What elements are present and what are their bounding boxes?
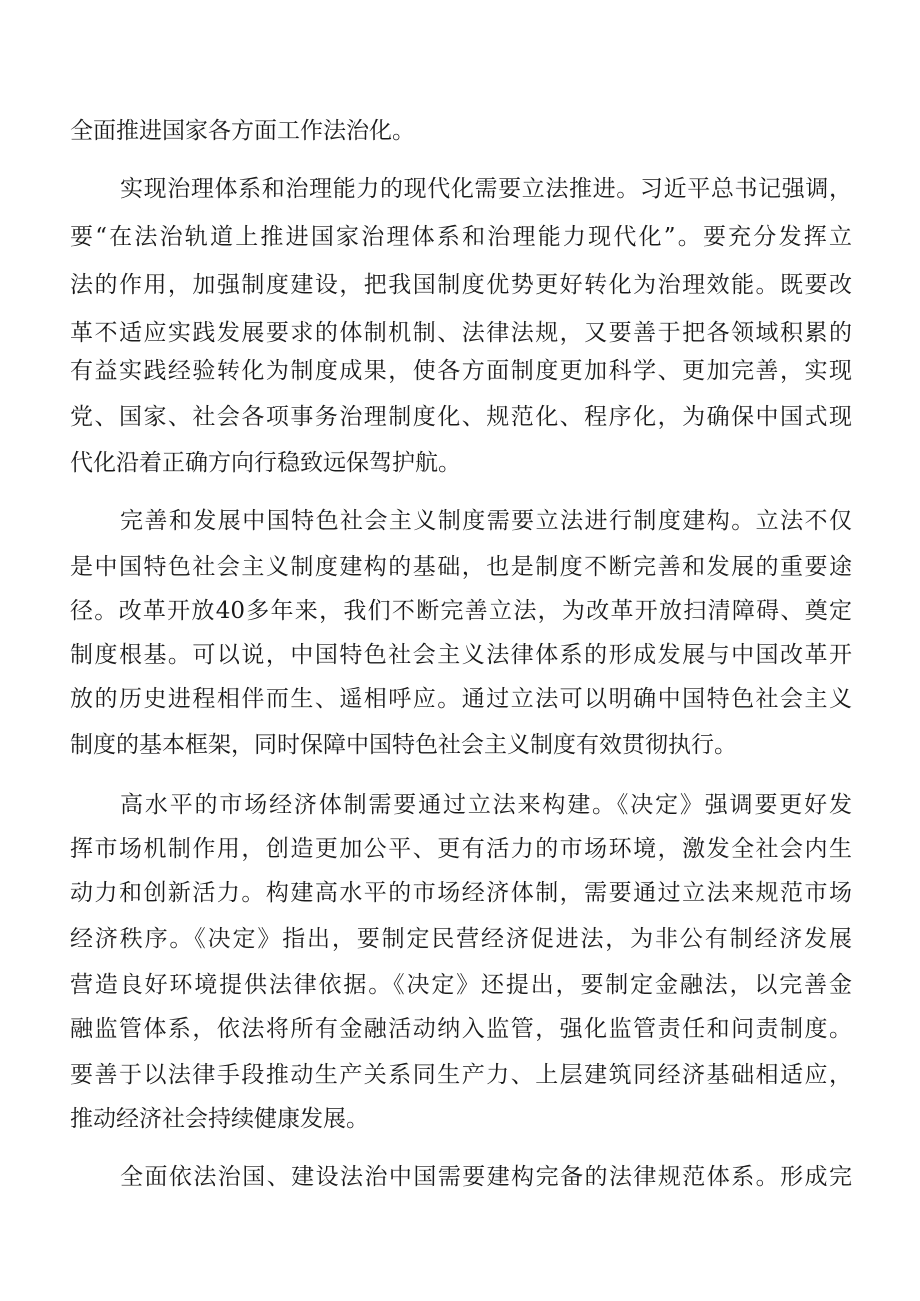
paragraph-2-line-4: 革不适应实践发展要求的体制机制、法律法规，又要善于把各领域积累的 (70, 320, 852, 346)
paragraph-2-line-5: 有益实践经验转化为制度成果，使各方面制度更加科学、更加完善，实现 (70, 358, 852, 384)
paragraph-3-line-5: 放的历史进程相伴而生、遥相呼应。通过立法可以明确中国特色社会主义 (70, 686, 852, 712)
paragraph-3-line-4: 制度根基。可以说，中国特色社会主义法律体系的形成发展与中国改革开 (70, 642, 852, 668)
paragraph-3-line-1: 完善和发展中国特色社会主义制度需要立法进行制度建构。立法不仅 (120, 508, 852, 534)
paragraph-4-line-5: 营造良好环境提供法律依据。《决定》还提出，要制定金融法，以完善金 (70, 972, 852, 998)
paragraph-3-line-6: 制度的基本框架，同时保障中国特色社会主义制度有效贯彻执行。 (70, 732, 737, 758)
paragraph-2-line-6: 党、国家、社会各项事务治理制度化、规范化、程序化，为确保中国式现 (70, 404, 852, 430)
paragraph-2-line-3: 法的作用，加强制度建设，把我国制度优势更好转化为治理效能。既要改 (70, 272, 852, 298)
paragraph-2-line-2: 要“在法治轨道上推进国家治理体系和治理能力现代化”。要充分发挥立 (70, 224, 852, 250)
paragraph-4-line-3: 动力和创新活力。构建高水平的市场经济体制，需要通过立法来规范市场 (70, 880, 852, 906)
paragraph-4-line-1: 高水平的市场经济体制需要通过立法来构建。《决定》强调要更好发 (120, 792, 852, 818)
paragraph-2-line-1: 实现治理体系和治理能力的现代化需要立法推进。习近平总书记强调， (120, 176, 852, 202)
paragraph-4-line-7: 要善于以法律手段推动生产关系同生产力、上层建筑同经济基础相适应， (70, 1062, 852, 1088)
paragraph-3-line-2: 是中国特色社会主义制度建构的基础，也是制度不断完善和发展的重要途 (70, 554, 852, 580)
paragraph-3-line-3: 径。改革开放40多年来，我们不断完善立法，为改革开放扫清障碍、奠定 (70, 598, 852, 624)
paragraph-4-line-2: 挥市场机制作用，创造更加公平、更有活力的市场环境，激发全社会内生 (70, 836, 852, 862)
paragraph-1-line-1: 全面推进国家各方面工作法治化。 (70, 118, 415, 144)
paragraph-2-line-7: 代化沿着正确方向行稳致远保驾护航。 (70, 450, 461, 476)
paragraph-4-line-6: 融监管体系，依法将所有金融活动纳入监管，强化监管责任和问责制度。 (70, 1016, 852, 1042)
paragraph-4-line-4: 经济秩序。《决定》指出，要制定民营经济促进法，为非公有制经济发展 (70, 926, 852, 952)
paragraph-5-line-1: 全面依法治国、建设法治中国需要建构完备的法律规范体系。形成完 (120, 1164, 852, 1190)
paragraph-4-line-8: 推动经济社会持续健康发展。 (70, 1106, 369, 1132)
